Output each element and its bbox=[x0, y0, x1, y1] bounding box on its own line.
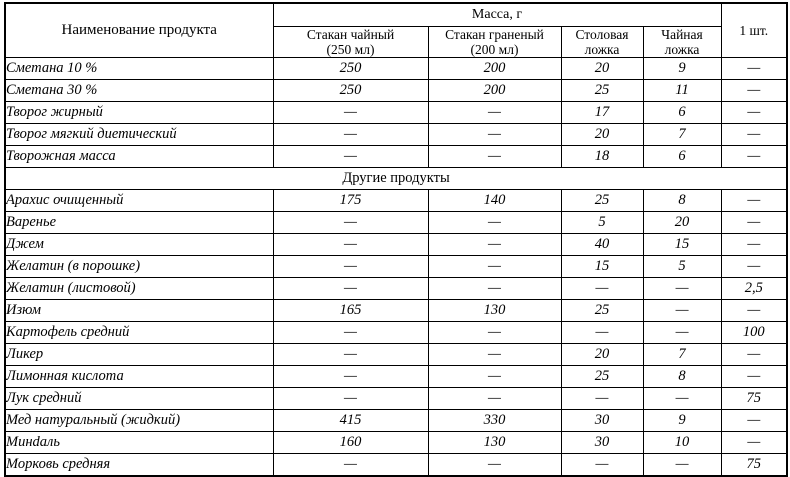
table-row bbox=[5, 234, 787, 256]
table-row bbox=[5, 212, 787, 234]
header-glass-tea bbox=[273, 27, 428, 58]
cell-tablespoon: 25 bbox=[561, 300, 643, 322]
cell-teaspoon: — bbox=[643, 278, 721, 300]
cell-glass-faceted: — bbox=[428, 146, 561, 168]
cell-teaspoon: 20 bbox=[643, 212, 721, 234]
cell-glass-tea: — bbox=[273, 344, 428, 366]
cell-teaspoon: 6 bbox=[643, 102, 721, 124]
table-body bbox=[5, 58, 787, 477]
cell-piece: — bbox=[721, 432, 787, 454]
row-label: Варенье bbox=[5, 212, 273, 234]
cell-tablespoon: 17 bbox=[561, 102, 643, 124]
cell-teaspoon: 8 bbox=[643, 366, 721, 388]
cell-glass-tea: 415 bbox=[273, 410, 428, 432]
cell-teaspoon: 7 bbox=[643, 344, 721, 366]
row-label: Джем bbox=[5, 234, 273, 256]
cell-glass-tea: — bbox=[273, 212, 428, 234]
table-row bbox=[5, 454, 787, 477]
row-label: Изюм bbox=[5, 300, 273, 322]
table-row bbox=[5, 146, 787, 168]
header-product-name: Наименование продукта bbox=[5, 3, 273, 58]
cell-glass-tea: — bbox=[273, 124, 428, 146]
cell-glass-tea: 250 bbox=[273, 58, 428, 80]
cell-piece: — bbox=[721, 212, 787, 234]
cell-glass-faceted: 200 bbox=[428, 80, 561, 102]
cell-teaspoon: 10 bbox=[643, 432, 721, 454]
table-row bbox=[5, 344, 787, 366]
cell-teaspoon: 9 bbox=[643, 58, 721, 80]
cell-glass-faceted: 140 bbox=[428, 190, 561, 212]
cell-glass-faceted: — bbox=[428, 322, 561, 344]
cell-glass-tea: 160 bbox=[273, 432, 428, 454]
cell-tablespoon: 20 bbox=[561, 124, 643, 146]
table-row bbox=[5, 278, 787, 300]
row-label: Морковь средняя bbox=[5, 454, 273, 477]
cell-piece: — bbox=[721, 256, 787, 278]
cell-tablespoon: 30 bbox=[561, 410, 643, 432]
cell-piece: — bbox=[721, 410, 787, 432]
cell-teaspoon: 5 bbox=[643, 256, 721, 278]
cell-tablespoon: 25 bbox=[561, 80, 643, 102]
cell-piece: — bbox=[721, 190, 787, 212]
cell-tablespoon: 40 bbox=[561, 234, 643, 256]
cell-tablespoon: 20 bbox=[561, 344, 643, 366]
header-glass-faceted bbox=[428, 27, 561, 58]
header-teaspoon bbox=[643, 27, 721, 58]
cell-glass-faceted: — bbox=[428, 212, 561, 234]
cell-piece: 75 bbox=[721, 454, 787, 477]
header-tablespoon-line2: ложка bbox=[584, 42, 620, 58]
cell-glass-faceted: — bbox=[428, 344, 561, 366]
cell-glass-faceted: — bbox=[428, 256, 561, 278]
header-teaspoon-line2: ложка bbox=[664, 42, 700, 58]
cell-glass-tea: — bbox=[273, 366, 428, 388]
row-label: Арахис очищенный bbox=[5, 190, 273, 212]
cell-glass-tea: — bbox=[273, 234, 428, 256]
table-row bbox=[5, 322, 787, 344]
cell-glass-faceted: — bbox=[428, 102, 561, 124]
cell-teaspoon: 6 bbox=[643, 146, 721, 168]
table-row bbox=[5, 300, 787, 322]
cell-tablespoon: — bbox=[561, 322, 643, 344]
header-mass-group: Масса, г bbox=[273, 3, 721, 27]
cell-tablespoon: 30 bbox=[561, 432, 643, 454]
cell-piece: — bbox=[721, 102, 787, 124]
table-row bbox=[5, 190, 787, 212]
table-row bbox=[5, 124, 787, 146]
row-label: Минdaль bbox=[5, 432, 273, 454]
cell-teaspoon: 15 bbox=[643, 234, 721, 256]
row-label: Сметана 10 % bbox=[5, 58, 273, 80]
cell-glass-faceted: 330 bbox=[428, 410, 561, 432]
table-row bbox=[5, 102, 787, 124]
cell-teaspoon: — bbox=[643, 300, 721, 322]
row-label: Желатин (листовой) bbox=[5, 278, 273, 300]
cell-glass-faceted: 130 bbox=[428, 300, 561, 322]
cell-glass-faceted: — bbox=[428, 234, 561, 256]
cell-tablespoon: 18 bbox=[561, 146, 643, 168]
cell-tablespoon: 20 bbox=[561, 58, 643, 80]
header-glass-faceted-line2: (200 мл) bbox=[470, 42, 519, 58]
cell-tablespoon: 5 bbox=[561, 212, 643, 234]
cell-piece: 75 bbox=[721, 388, 787, 410]
cell-piece: — bbox=[721, 80, 787, 102]
cell-glass-tea: 165 bbox=[273, 300, 428, 322]
table-row bbox=[5, 410, 787, 432]
row-label: Творог жирный bbox=[5, 102, 273, 124]
header-piece bbox=[721, 3, 787, 58]
cell-glass-faceted: 200 bbox=[428, 58, 561, 80]
cell-tablespoon: 15 bbox=[561, 256, 643, 278]
row-label: Лук средний bbox=[5, 388, 273, 410]
cell-glass-tea: — bbox=[273, 256, 428, 278]
cell-piece: — bbox=[721, 124, 787, 146]
table-row bbox=[5, 256, 787, 278]
cell-teaspoon: — bbox=[643, 322, 721, 344]
cell-glass-tea: 250 bbox=[273, 80, 428, 102]
cell-glass-tea: — bbox=[273, 278, 428, 300]
row-label: Творог мягкий диетический bbox=[5, 124, 273, 146]
cell-tablespoon: 25 bbox=[561, 190, 643, 212]
header-tablespoon-line1: Столовая bbox=[575, 27, 629, 42]
product-mass-table bbox=[4, 2, 788, 477]
cell-piece: 2,5 bbox=[721, 278, 787, 300]
row-label: Ликер bbox=[5, 344, 273, 366]
table-header bbox=[5, 3, 787, 58]
cell-glass-tea: 175 bbox=[273, 190, 428, 212]
cell-glass-faceted: — bbox=[428, 454, 561, 477]
cell-teaspoon: — bbox=[643, 454, 721, 477]
cell-piece: — bbox=[721, 234, 787, 256]
cell-tablespoon: — bbox=[561, 278, 643, 300]
cell-glass-faceted: 130 bbox=[428, 432, 561, 454]
row-label: Мед натуральный (жидкий) bbox=[5, 410, 273, 432]
cell-teaspoon: 7 bbox=[643, 124, 721, 146]
cell-piece: — bbox=[721, 146, 787, 168]
cell-teaspoon: — bbox=[643, 388, 721, 410]
table-row bbox=[5, 366, 787, 388]
cell-piece: — bbox=[721, 300, 787, 322]
cell-glass-faceted: — bbox=[428, 278, 561, 300]
row-label: Картофель средний bbox=[5, 322, 273, 344]
header-teaspoon-line1: Чайная bbox=[661, 27, 703, 42]
row-label: Лимонная кислота bbox=[5, 366, 273, 388]
cell-glass-tea: — bbox=[273, 454, 428, 477]
header-glass-tea-line2: (250 мл) bbox=[326, 42, 375, 58]
cell-piece: 100 bbox=[721, 322, 787, 344]
cell-glass-faceted: — bbox=[428, 366, 561, 388]
table-row bbox=[5, 80, 787, 102]
section-title: Другие продукты bbox=[5, 168, 787, 190]
row-label: Сметана 30 % bbox=[5, 80, 273, 102]
cell-glass-tea: — bbox=[273, 322, 428, 344]
table-row bbox=[5, 432, 787, 454]
cell-piece: — bbox=[721, 344, 787, 366]
header-tablespoon bbox=[561, 27, 643, 58]
cell-glass-tea: — bbox=[273, 146, 428, 168]
table-row bbox=[5, 388, 787, 410]
header-glass-faceted-line1: Стакан граненый bbox=[445, 27, 544, 42]
cell-piece: — bbox=[721, 58, 787, 80]
row-label: Желатин (в порошке) bbox=[5, 256, 273, 278]
section-header-row bbox=[5, 168, 787, 190]
cell-glass-faceted: — bbox=[428, 124, 561, 146]
cell-tablespoon: 25 bbox=[561, 366, 643, 388]
row-label: Творожная масса bbox=[5, 146, 273, 168]
cell-tablespoon: — bbox=[561, 454, 643, 477]
cell-teaspoon: 8 bbox=[643, 190, 721, 212]
cell-teaspoon: 11 bbox=[643, 80, 721, 102]
table-row bbox=[5, 58, 787, 80]
header-piece-line1: 1 шт. bbox=[739, 23, 769, 39]
cell-teaspoon: 9 bbox=[643, 410, 721, 432]
cell-glass-tea: — bbox=[273, 102, 428, 124]
header-glass-tea-line1: Стакан чайный bbox=[306, 27, 395, 42]
cell-piece: — bbox=[721, 366, 787, 388]
cell-glass-faceted: — bbox=[428, 388, 561, 410]
cell-tablespoon: — bbox=[561, 388, 643, 410]
cell-glass-tea: — bbox=[273, 388, 428, 410]
